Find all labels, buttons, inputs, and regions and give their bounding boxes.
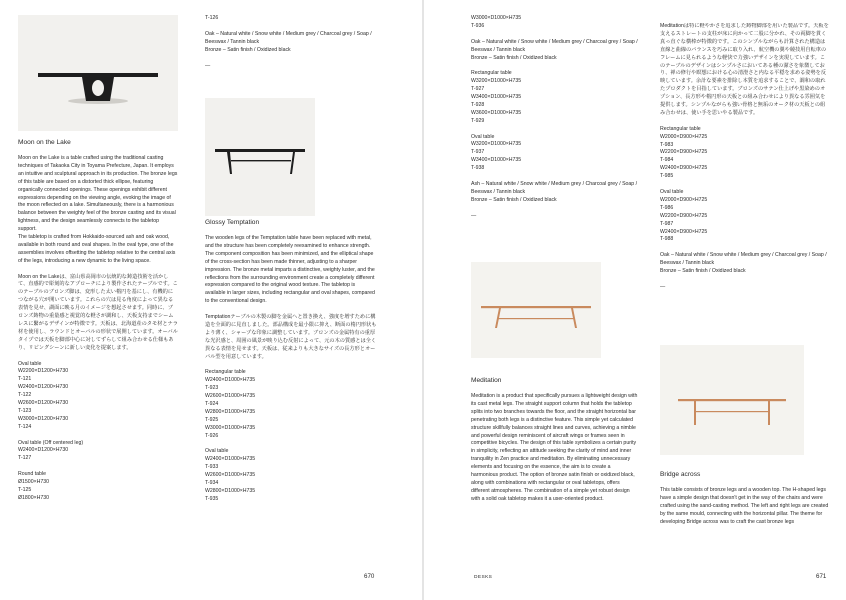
spec-list bbox=[660, 134, 830, 181]
spec-item: W2400×D1200×H730 bbox=[18, 447, 69, 454]
spec-item: W2400×D1000×H735 bbox=[205, 377, 256, 384]
moon-specs bbox=[18, 361, 178, 503]
bronze-table-illustration bbox=[205, 98, 315, 216]
glossy-temptation-photo bbox=[205, 98, 315, 216]
meditation-photo bbox=[471, 262, 601, 358]
column-meditation-ja bbox=[660, 15, 830, 292]
finish-line: Oak – Natural white / Snow white / Medium grey / Charcoal grey / Soap / Beeswax / Tannin black bbox=[205, 30, 372, 45]
col3-specs-2 bbox=[471, 70, 639, 173]
spec-item: W3000×D1200×H730 bbox=[18, 415, 69, 422]
spec-item: W3400×D1000×H735 bbox=[471, 157, 522, 164]
spec-item: T-924 bbox=[205, 401, 219, 407]
bridge-across-photo bbox=[660, 345, 804, 455]
finish-line: Bronze – Satin finish / Oxidized black bbox=[471, 196, 557, 203]
wooden-table-illustration bbox=[471, 262, 601, 358]
meditation-specs bbox=[660, 126, 830, 245]
spec-item: W3600×D1000×H735 bbox=[471, 109, 522, 116]
column-meditation-specs bbox=[471, 15, 639, 220]
moon-text-en-2: The tabletop is crafted from Hokkaido-sourced ash and oak wood, available in both round and oval shapes. In the oval type, one of the assemblies involves offsetting the tabletop relative to the central axis of the legs, introducing a new dynamic to the living space. bbox=[18, 234, 176, 264]
spec-item: T-123 bbox=[18, 407, 32, 414]
moon-title: Moon on the Lake bbox=[18, 139, 71, 146]
col3-finish-1 bbox=[471, 39, 639, 71]
finish-line: Bronze – Satin finish / Oxidized black bbox=[471, 54, 557, 61]
spec-item: W2400×D900×H725 bbox=[660, 228, 708, 235]
spec-item: W2800×D1000×H735 bbox=[205, 487, 256, 494]
spec-item: T-933 bbox=[205, 464, 219, 471]
spec-item: W2400×D1000×H735 bbox=[205, 456, 256, 463]
col3-finish-2 bbox=[471, 181, 639, 213]
spec-list bbox=[205, 377, 377, 440]
spec-item: W3200×D1000×H735 bbox=[471, 141, 522, 148]
column-glossy bbox=[205, 15, 377, 70]
spec-item: T-938 bbox=[471, 165, 485, 172]
spec-heading: Oval table (Off centered leg) bbox=[18, 439, 84, 446]
spec-item: T-987 bbox=[660, 220, 674, 227]
spec-heading: Rectangular table bbox=[471, 70, 512, 77]
col3-dash: — bbox=[471, 212, 477, 219]
finish-line: Bronze – Satin finish / Oxidized black bbox=[205, 46, 291, 53]
col2-finish bbox=[205, 31, 377, 63]
spec-item: T-983 bbox=[660, 141, 674, 148]
spec-list bbox=[471, 141, 639, 173]
finish-line: Oak – Natural white / Snow white / Medium grey / Charcoal grey / Soap / Beeswax / Tannin black bbox=[660, 252, 827, 267]
meditation-title: Meditation bbox=[471, 377, 502, 384]
column-moon bbox=[18, 138, 178, 511]
column-glossy-text bbox=[205, 218, 377, 512]
spec-heading: Oval table bbox=[205, 448, 229, 455]
left-page bbox=[0, 0, 422, 600]
spec-item: W2800×D1000×H735 bbox=[205, 408, 256, 415]
spec-item: W3000×D1000×H735 bbox=[471, 15, 522, 21]
page-number-right: 671 bbox=[816, 573, 827, 580]
spec-item: T-934 bbox=[205, 480, 219, 487]
spec-heading: Oval table bbox=[18, 360, 42, 367]
bridge-title: Bridge across bbox=[660, 471, 701, 478]
glossy-specs bbox=[205, 369, 377, 503]
spec-item: W2200×D900×H725 bbox=[660, 212, 708, 219]
spec-list bbox=[471, 15, 639, 31]
spec-item: W2000×D900×H725 bbox=[660, 196, 708, 203]
spec-list bbox=[471, 78, 639, 125]
spec-item: W2400×D900×H725 bbox=[660, 165, 708, 172]
spec-item: T-923 bbox=[205, 385, 219, 392]
spec-item: T-121 bbox=[18, 376, 32, 383]
bridge-text-en: This table consists of bronze legs and a wooden top. The H-shaped legs have a simple design that doesn't get in the way of the chairs and were crafted using the sand-casting method. The left and right legs are created by the same mould, connecting with the horizontal pillar. The theme for developing Bridge across was to craft the cast bronze legs bbox=[660, 487, 829, 525]
meditation-finish bbox=[660, 252, 830, 284]
spec-list bbox=[205, 456, 377, 503]
spec-list bbox=[18, 479, 178, 503]
spec-heading: Oval table bbox=[660, 189, 684, 195]
spec-item: W3400×D1000×H735 bbox=[471, 94, 522, 101]
spec-item: Ø1800×H730 bbox=[18, 494, 50, 501]
bridge-table-illustration bbox=[660, 345, 804, 455]
moon-on-the-lake-photo bbox=[18, 15, 178, 131]
spec-item: W2200×D900×H725 bbox=[660, 149, 708, 156]
meditation-dash: — bbox=[660, 283, 666, 290]
round-table-illustration bbox=[18, 15, 178, 131]
finish-line: Ash – Natural white / Snow white / Medium grey / Charcoal grey / Soap / Beeswax / Tannin black bbox=[471, 180, 638, 195]
column-meditation bbox=[471, 376, 639, 512]
spec-item: Ø1500×H730 bbox=[18, 479, 50, 486]
page-number-left: 670 bbox=[364, 573, 375, 580]
meditation-text-ja: Meditationは特に軽やかさを追求した鋳物脚部を用いた製品です。天板を支えるストレートの支柱が床に向かって二股に分かれ、その両脚を貫く真っ直ぐな横棒が特徴的です。このシンプルながらも計算された構造は直線と曲線のバランスを巧みに取り入れ、航空機の翼や競技用自転車のフレームに見られるような軽快で力強いデザインを実現しています。このテーブルのデザインはシンプルさにおいてある種の潔さを象徴しており、禅の修行や瞑想における心の清澄さと内なる平穏を求める姿勢を反映しています。余計な要素を排除し本質を追求することで、調和の取れたプロダクトを目指しています。ブロンズのサテン仕上げや黒染めのオプション、長方形や楕円形の天板との組み合わせにより異なる雰囲気を提供します。シンプルながらも強い骨格と無垢のオーク材の天板との組み合わせは、使い手を思いやる製品です。 bbox=[660, 23, 829, 116]
col2-code: T-126 bbox=[205, 15, 219, 21]
spec-item: T-985 bbox=[660, 173, 674, 180]
moon-text-en: Moon on the Lake is a table crafted using the traditional casting techniques of Takaoka City in Toyama Prefecture, Japan. It employs an intuitive and sculptural approach in its production. The bronze legs of this table are based on a distorted thick ellipse, featuring organically connected openings. These openings exhibit different expressions depending on the viewing angle, evoking the image of the moon reflected on a lake. Simultaneously, there is a harmonious balance between the weighty feel of the bronze casting and its visual lightness, and the design seamlessly connects to the tabletop support. bbox=[18, 155, 178, 233]
column-bridge bbox=[660, 470, 830, 534]
spec-item: T-929 bbox=[471, 117, 485, 124]
section-label: DESKS bbox=[474, 575, 493, 580]
spec-list bbox=[18, 368, 178, 431]
spec-item: W2400×D1200×H730 bbox=[18, 384, 69, 391]
spec-item: W2600×D1000×H735 bbox=[205, 393, 256, 400]
spec-item: W2000×D900×H725 bbox=[660, 133, 708, 140]
spec-item: T-988 bbox=[660, 236, 674, 243]
spec-item: T-125 bbox=[18, 487, 32, 493]
spec-heading: Round table bbox=[18, 471, 46, 478]
spec-item: W2600×D1000×H735 bbox=[205, 472, 256, 479]
glossy-title: Glossy Temptation bbox=[205, 219, 260, 226]
col2-dash: — bbox=[205, 62, 211, 69]
finish-line: Bronze – Satin finish / Oxidized black bbox=[660, 268, 746, 275]
spec-item: T-984 bbox=[660, 157, 674, 164]
meditation-text-en: Meditation is a product that specifically pursues a lightweight design with its cast metal legs. The straight support column that holds the tabletop splits into two branches towards the floor, and the straight horizontal bar penetrating both legs is a distinctive feature. This simple yet calculated structure skillfully balances straight lines and curves, achieving a nimble and powerful design reminiscent of aircraft wings or frames seen in competitive bicycles. The design of this table symbolizes a certain purity in simplicity, reflecting an attitude seeking the clarity of mind and inner tranquility in Zen practice and meditation. By eliminating unnecessary elements and focusing on the essence, the aim is to create a harmonious product. The option of bronze satin finish or oxidized black, along with combinations with rectangular or oval tabletops, offers different atmospheres. The combination of a simple yet robust design with a solid oak tabletop makes it a user-oriented product. bbox=[471, 393, 638, 502]
spec-heading: Rectangular table bbox=[205, 369, 246, 376]
glossy-text-ja: Temptationテーブルの木製の脚を金属へと置き換え、強度を増すために構造を全面的に見直しました。部品構成を最小限に抑え、断面の楕円形状もより薄く、シャープな印象に調整しています。ブロンズの金属特有の重厚な光沢感と、周囲の風景が映り込む反射によって、元の木の質感とは全く異なる表情を見せます。天板は、従来よりも大きなサイズの長方形とオーバル型を用意しています。 bbox=[205, 314, 377, 360]
spec-item: T-925 bbox=[205, 416, 219, 423]
spec-heading: Oval table bbox=[471, 133, 495, 140]
spec-item: T-986 bbox=[660, 204, 674, 211]
spec-item: T-927 bbox=[471, 86, 485, 93]
moon-text-ja: Moon on the Lakeは、富山県高岡市の伝統的な鋳造技術を活かして、直感的で彫刻的なアプローチにより製作されたテーブルです。このテーブルのブロンズ脚は、変形した太い楕円を基にし、有機的につながる穴が開いています。これらの穴は見る角度によって異なる表情を見せ、湖面に映る月のイメージを想起させます。同時に、ブロンズ鋳物の重量感と視覚的な軽さが調和し、天板支持までシームレスに繋がるデザインが特徴です。天板は、北海道産のタモ材とナラ材を使用し、ラウンドとオーバルの形状で展開しています。オーバルタイプでは天板を脚部中心に対してずらして組み合わせる仕様もあり、リビングシーンに新しい変化を提案します。 bbox=[18, 273, 178, 351]
spec-item: T-122 bbox=[18, 392, 32, 399]
col3-top-specs bbox=[471, 15, 639, 31]
spec-list bbox=[660, 197, 830, 244]
finish-line: Oak – Natural white / Snow white / Medium grey / Charcoal grey / Soap / Beeswax / Tannin black bbox=[471, 38, 638, 53]
spec-item: W3000×D1000×H735 bbox=[205, 424, 256, 431]
glossy-text-en: The wooden legs of the Temptation table have been replaced with metal, and the structure has been completely reexamined to enhance strength. The component composition has been minimized, and the elliptical shape of the cross-section has been made thinner, adjusting to a sharper impression. The bronze metal imparts a distinctive, weighty luster, and the reflections from the surrounding environment create a completely different expression compared to the original wood texture. The tabletop is available in larger sizes, including rectangular and oval shapes, compared to the conventional design. bbox=[205, 235, 375, 305]
spec-item: T-935 bbox=[205, 495, 219, 502]
spec-item: T-928 bbox=[471, 101, 485, 108]
spec-item: W2200×D1200×H730 bbox=[18, 368, 69, 375]
spec-item: T-937 bbox=[471, 149, 485, 156]
spec-item: T-926 bbox=[205, 432, 219, 439]
right-page bbox=[424, 0, 846, 600]
spec-item: W2600×D1200×H730 bbox=[18, 400, 69, 407]
spec-heading: Rectangular table bbox=[660, 125, 701, 132]
spec-item: T-127 bbox=[18, 455, 32, 462]
spec-item: W3200×D1000×H735 bbox=[471, 78, 522, 85]
spec-item: T-936 bbox=[471, 22, 485, 29]
spec-list bbox=[18, 447, 178, 463]
spec-item: T-124 bbox=[18, 423, 32, 430]
